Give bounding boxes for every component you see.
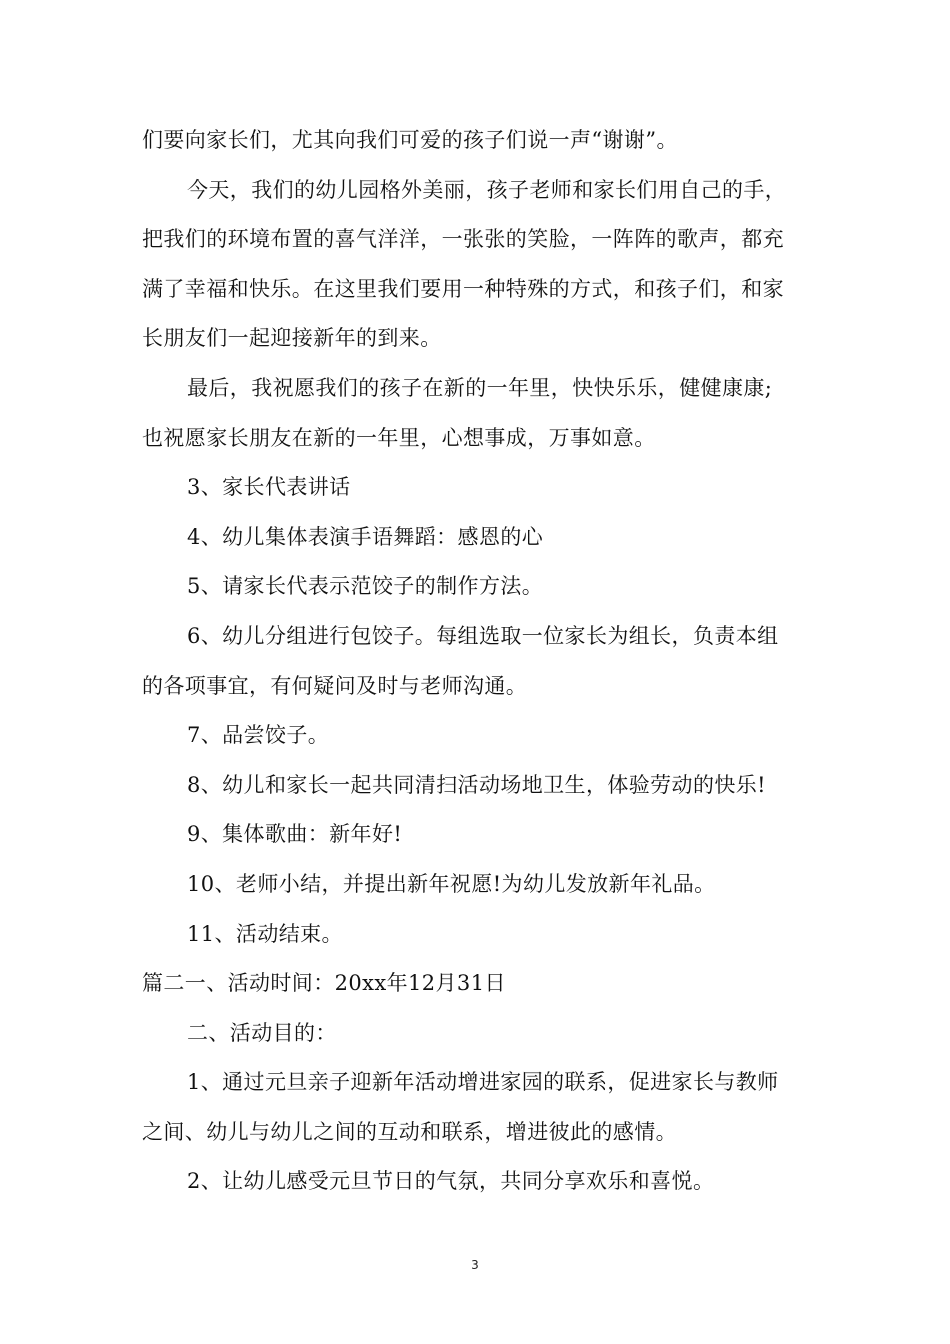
body-line: 长朋友们一起迎接新年的到来。	[142, 326, 442, 351]
body-line: 们要向家长们，尤其向我们可爱的孩子们说一声“谢谢”。	[142, 128, 678, 152]
list-item: 8、幼儿和家长一起共同清扫活动场地卫生，体验劳动的快乐!	[187, 772, 766, 797]
list-item: 1、通过元旦亲子迎新年活动增进家园的联系，促进家长与教师	[187, 1070, 779, 1095]
list-item: 5、请家长代表示范饺子的制作方法。	[187, 574, 544, 599]
body-line: 今天，我们的幼儿园格外美丽，孩子老师和家长们用自己的手，	[187, 177, 787, 202]
list-item: 11、活动结束。	[187, 921, 343, 946]
body-line: 满了幸福和快乐。在这里我们要用一种特殊的方式，和孩子们，和家	[142, 276, 784, 301]
body-line: 把我们的环境布置的喜气洋洋，一张张的笑脸，一阵阵的歌声，都充	[142, 227, 784, 252]
section-heading: 二、活动目的：	[187, 1020, 337, 1045]
list-item: 4、幼儿集体表演手语舞蹈：感恩的心	[187, 524, 544, 549]
body-line: 的各项事宜，有何疑问及时与老师沟通。	[142, 673, 528, 698]
body-line: 最后，我祝愿我们的孩子在新的一年里，快快乐乐，健健康康;	[187, 375, 773, 400]
section-heading: 篇二一、活动时间：20xx年12月31日	[142, 971, 506, 996]
list-item: 2、让幼儿感受元旦节日的气氛，共同分享欢乐和喜悦。	[187, 1169, 715, 1194]
list-item: 9、集体歌曲：新年好!	[187, 822, 403, 847]
body-line: 之间、幼儿与幼儿之间的互动和联系，增进彼此的感情。	[142, 1119, 677, 1144]
list-item: 6、幼儿分组进行包饺子。每组选取一位家长为组长，负责本组	[187, 623, 779, 648]
document-body	[142, 116, 832, 1207]
body-line: 也祝愿家长朋友在新的一年里，心想事成，万事如意。	[142, 425, 656, 450]
page-number: 3	[471, 1258, 479, 1272]
list-item: 7、品尝饺子。	[187, 723, 330, 748]
list-item: 10、老师小结，并提出新年祝愿!为幼儿发放新年礼品。	[187, 871, 716, 896]
list-item: 3、家长代表讲话	[187, 475, 351, 500]
